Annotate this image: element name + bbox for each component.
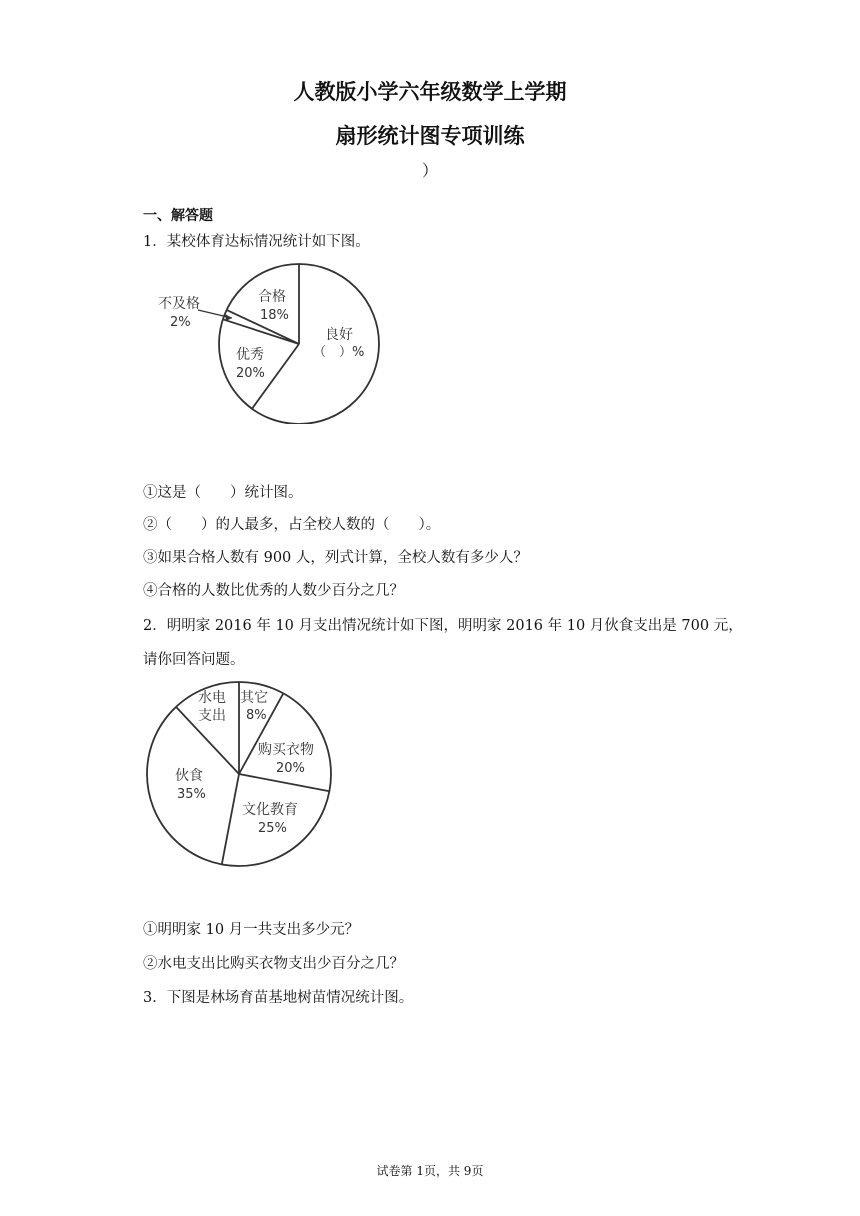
slice-value-youxiu: 20% <box>236 366 265 381</box>
slice-label-qita: 其它 <box>240 690 268 706</box>
q2-sub1: ①明明家 10 月一共支出多少元？ <box>143 922 360 938</box>
page-subtitle: 扇形统计图专项训练 <box>335 124 525 148</box>
slice-label-bujige: 不及格 <box>158 296 200 312</box>
q3-stem: 3．下图是林场育苗基地树苗情况统计图。 <box>143 990 414 1006</box>
slice-label-huoshi: 伙食 <box>175 768 203 784</box>
q2-stem-line2: 请你回答问题。 <box>143 652 245 668</box>
slice-label-shuidian-2: 支出 <box>198 708 226 724</box>
slice-value-lianghao: （ ）% <box>313 345 365 360</box>
slice-label-jiaoyu: 文化教育 <box>242 802 298 818</box>
slice-label-youxiu: 优秀 <box>236 347 264 363</box>
q1-sub1: ①这是（ ）统计图。 <box>143 485 303 501</box>
section-heading: 一、解答题 <box>143 208 213 224</box>
page-footer: 试卷第 1页，共 9页 <box>376 1164 484 1178</box>
slice-label-shuidian-1: 水电 <box>198 690 226 706</box>
slice-value-bujige: 2% <box>170 315 191 330</box>
q1-sub2: ②（ ）的人最多，占全校人数的（ ）。 <box>143 517 441 533</box>
q2-pie-chart <box>140 680 350 876</box>
q2-sub2: ②水电支出比购买衣物支出少百分之几？ <box>143 956 404 972</box>
title-bracket: ） <box>421 161 438 180</box>
slice-value-qita: 8% <box>246 708 267 723</box>
page-title: 人教版小学六年级数学上学期 <box>293 80 567 104</box>
q1-stem: 1．某校体育达标情况统计如下图。 <box>143 234 370 250</box>
slice-value-huoshi: 35% <box>177 787 206 802</box>
q1-sub3: ③如果合格人数有 900 人，列式计算，全校人数有多少人？ <box>143 550 528 566</box>
q1-sub4: ④合格的人数比优秀的人数少百分之几？ <box>143 583 404 599</box>
slice-value-yiwu: 20% <box>276 761 305 776</box>
slice-value-hege: 18% <box>260 308 289 323</box>
slice-value-jiaoyu: 25% <box>258 821 287 836</box>
q2-stem-line1: 2．明明家 2016 年 10 月支出情况统计如下图，明明家 2016 年 10 月伙食支出是 700 元， <box>143 618 743 634</box>
q1-pie-chart <box>150 258 390 424</box>
slice-label-hege: 合格 <box>258 289 286 305</box>
slice-label-yiwu: 购买衣物 <box>258 742 314 758</box>
slice-label-lianghao: 良好 <box>325 327 353 343</box>
